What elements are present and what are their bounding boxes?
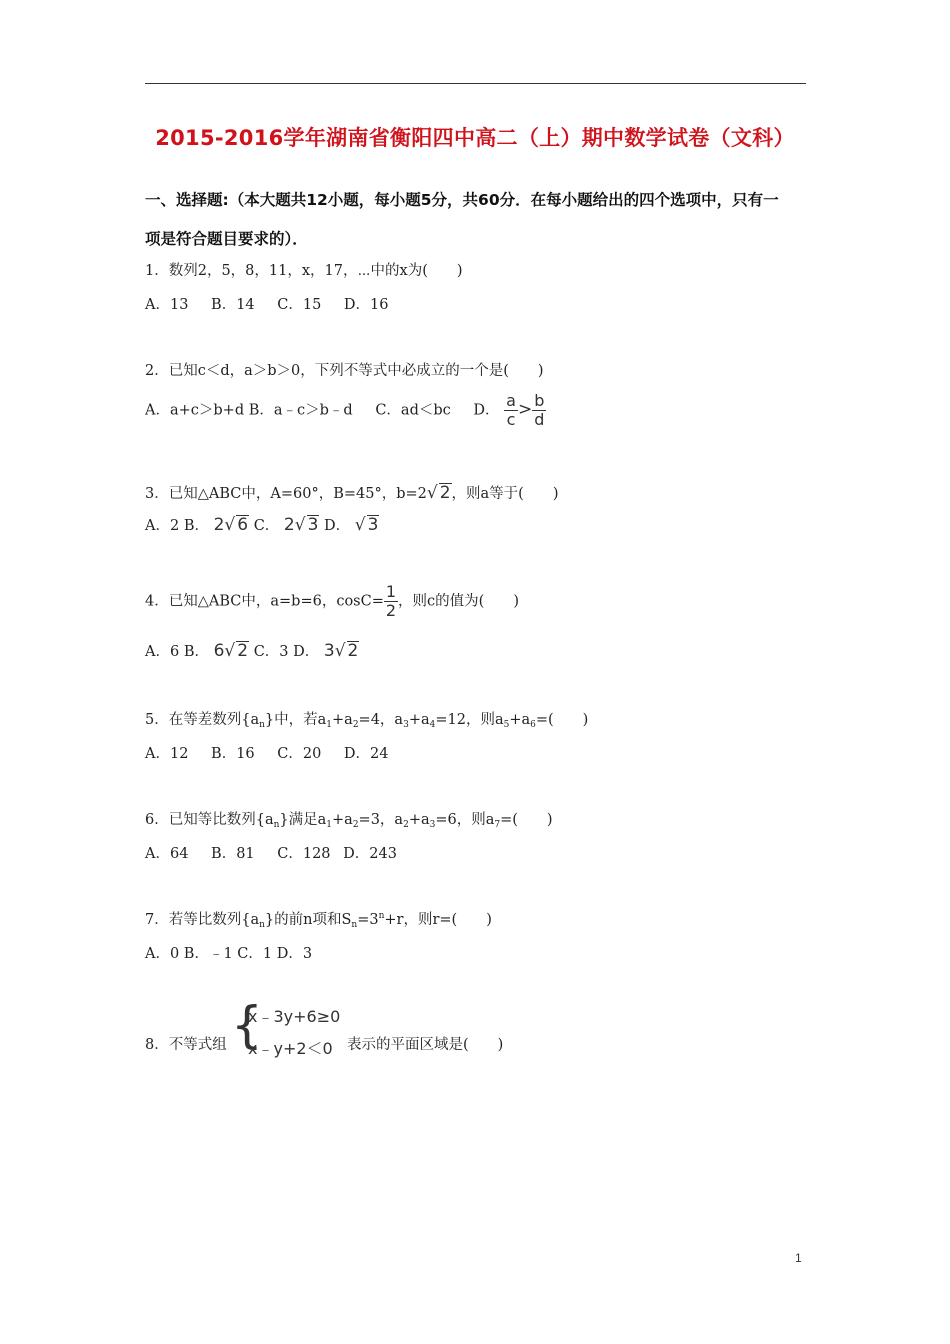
question-7-options: A．0 B．﹣1 C．1 D．3 — [145, 946, 313, 962]
question-7-stem: 7．若等比数列$\{a_n\}$的前n项和$S_n=3^n+r$，则r=( ) — [145, 911, 492, 930]
q2-option-d: D． — [473, 402, 500, 419]
q2-fraction-a-over-c: $\frac{a}{c}$ — [506, 391, 516, 429]
section-heading-line1: 一、选择题:（本大题共12小题，每小题5分，共60分．在每小题给出的四个选项中，只有一 — [145, 191, 779, 209]
q4-option-b-value: 6√ 2 — [213, 641, 249, 661]
question-8-stem-suffix: 表示的平面区域是( ) — [347, 1037, 504, 1053]
inequality-2: x﹣y+2＜0 — [248, 1039, 333, 1058]
q2-option-a: A．a+c＞b+d — [145, 402, 245, 419]
q1-option-c: C．15 — [277, 297, 322, 313]
q3-option-d: D． — [324, 518, 351, 534]
question-6-stem: 6．已知等比数列$\{a_n\}$满足$a_1+a_2=3$，$a_2+a_3=6$，则$a_7=$( ) — [145, 812, 553, 830]
question-8-stem-prefix: 8．不等式组 — [145, 1037, 227, 1053]
question-6-options — [145, 842, 397, 863]
q1-option-d: D．16 — [343, 297, 389, 313]
q4-option-d: D． — [293, 644, 320, 660]
q5-option-a: A．12 — [145, 746, 189, 762]
inequality-1: x﹣3y+6≥0 — [248, 1007, 341, 1026]
question-3-stem: 3．已知△ABC中，A=60°，B=45°，b=2√ 2，则a等于( ) — [145, 483, 559, 503]
q6-option-c: C．128 — [277, 846, 331, 862]
question-5-options — [145, 742, 389, 763]
q3-option-b: B． — [183, 518, 209, 534]
q5-option-d: D．24 — [343, 746, 389, 762]
q4-fraction-one-half: $\frac{1}{2}$ — [385, 582, 397, 620]
question-4-options — [145, 640, 359, 661]
q3-sqrt: √ 2 — [426, 483, 451, 503]
section-heading-line2: 项是符合题目要求的）． — [145, 230, 308, 248]
q4-option-a: A．6 — [145, 644, 180, 660]
question-1-options — [145, 293, 389, 314]
q5-option-c: C．20 — [277, 746, 322, 762]
question-5-stem: 5．在等差数列$\{a_n\}$中，若$a_1+a_2=4$，$a_3+a_4=12$，则$a_5+a_6=$( ) — [145, 712, 589, 730]
question-2-options — [145, 392, 546, 429]
q3-option-d-value: √ 3 — [354, 515, 379, 535]
question-2-stem: 2．已知c＜d，a＞b＞0，下列不等式中必成立的一个是( ) — [145, 363, 544, 379]
q3-option-c-value: 2√ 3 — [283, 515, 319, 535]
question-4-stem: 4．已知△ABC中，a=b=6，cosC= $\frac{1}{2}$ ，则c的值为( ) — [145, 582, 519, 620]
q5-option-b: B．16 — [211, 746, 255, 762]
q1-option-a: A．13 — [145, 297, 189, 313]
question-3-options — [145, 514, 379, 535]
q3-option-b-value: 2√ 6 — [213, 515, 249, 535]
header-rule — [145, 83, 806, 84]
q1-option-b: B．14 — [211, 297, 255, 313]
exam-title: 2015-2016学年湖南省衡阳四中高二（上）期中数学试卷（文科） — [155, 126, 795, 150]
q6-option-a: A．64 — [145, 846, 189, 862]
page-number: 1 — [795, 1251, 802, 1265]
q2-option-c: C．ad＜bc — [375, 402, 451, 419]
question-1-stem: 1．数列2，5，8，11，x，17，⋯中的x为( ) — [145, 263, 463, 279]
q3-option-a: A．2 — [145, 518, 180, 534]
q4-option-c: C．3 — [253, 644, 289, 660]
q4-option-b: B． — [183, 644, 209, 660]
q3-option-c: C． — [253, 518, 280, 534]
q4-option-d-value: 3√ 2 — [323, 641, 359, 661]
q2-option-b: B．a﹣c＞b﹣d — [248, 402, 353, 419]
q2-fraction-b-over-d: $\frac{b}{d}$ — [534, 391, 545, 429]
q6-option-b: B．81 — [211, 846, 255, 862]
q2-greater-sign: > — [517, 399, 533, 420]
q6-option-d: D．243 — [343, 846, 397, 862]
left-brace-icon: { — [231, 996, 263, 1054]
